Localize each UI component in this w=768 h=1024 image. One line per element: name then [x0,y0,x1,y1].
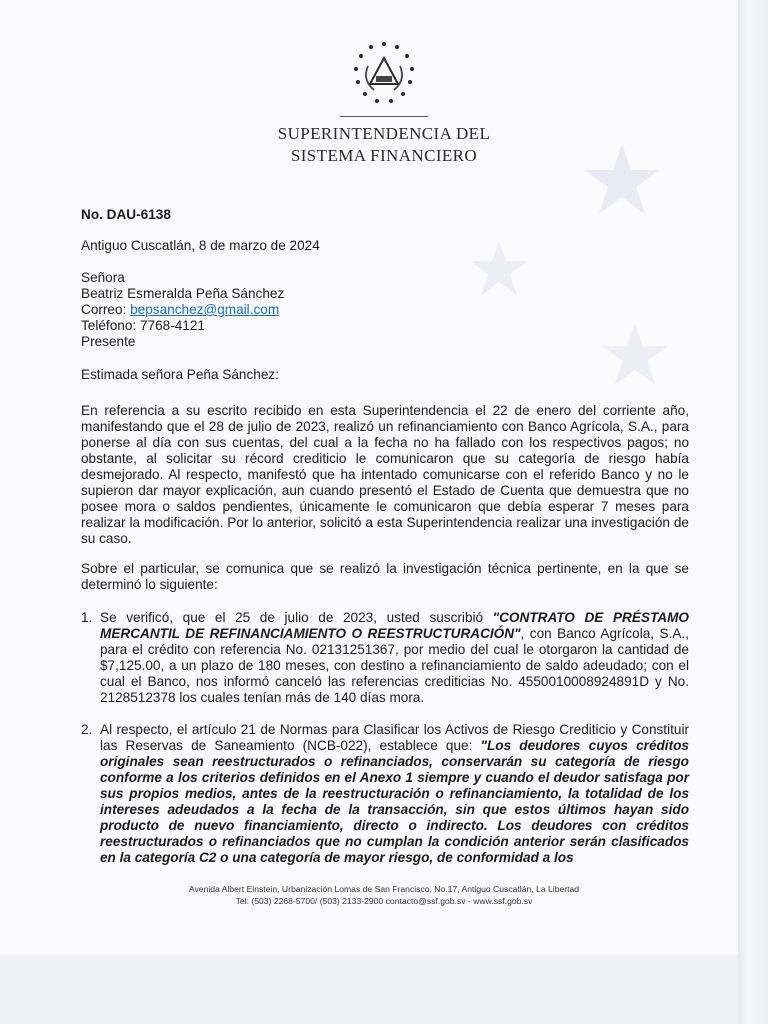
reference-number: No. DAU-6138 [81,207,171,222]
item-text: Se verificó, que el 25 de julio de 2023, usted suscribió [100,610,493,625]
list-number: 2. [81,722,93,737]
list-number: 1. [81,610,93,625]
body-paragraph: En referencia a su escrito recibido en esta Superintendencia el 22 de enero del corriente año, manifestando que el 28 de julio de 2023, realizó un refinanciamiento con Banco Agrícola, S.A., para ponerse al día con sus cuentas, del cual a la fecha no ha fallado con los respectivos pagos; no obstante, al solicitar su récord crediticio le comunicaron que su categoría de riesgo había desmejorado. Al respecto, manifestó que ha intentado comunicarse con el referido Banco y no le supieron dar mayor explicación, aun cuando presentó el Estado de Cuenta que demuestra que no posee mora o saldos pendientes, únicamente le comunicaron que debía esperar 7 meses para realizar la modificación. Por lo anterior, solicitó a esta Superintendencia realizar una investigación de su caso. [81,403,689,546]
greeting: Estimada señora Peña Sánchez: [81,367,279,382]
coat-of-arms-icon [346,36,422,112]
item-text: Al respecto, el artículo 21 de Normas para Clasificar los Activos de Riesgo Crediticio y Constituir las Reservas de Saneamiento (NCB-022), establece que: [100,722,689,753]
organization-name: SISTEMA FINANCIERO [290,146,478,165]
recipient-block [81,270,689,350]
email-label: Correo: [81,302,131,317]
page-edge [738,0,768,1024]
recipient-title: Señora [81,270,125,285]
list-item [81,610,689,706]
header-rule [340,116,428,117]
body-paragraph: Sobre el particular, se comunica que se realizó la investigación técnica pertinente, en la que se determinó lo siguiente: [81,561,689,592]
list-item-text [100,722,689,866]
item-text: , con Banco Agrícola, S.A., para el crédito con referencia No. 02131251367, por medio del cual le otorgaron la cantidad de $7,125.00, a un plazo de 180 meses, con destino a refinanciamiento de saldo adeudado; con el cual el Banco, nos informó canceló las referencias crediticias No. 4550010008924891D y No. 2128512378 los cuales tenían más de 140 días mora. [100,626,689,705]
scan-background [0,955,738,1024]
email-link[interactable]: bepsanchez@gmail.com [130,302,280,317]
recipient-phone: Teléfono: 7768-4121 [81,318,205,333]
regulation-quote: "Los deudores cuyos créditos originales sean reestructurados o refinanciados, conservarán su categoría de riesgo conforme a los criterios definidos en el Anexo 1 siempre y cuando el deudor satisfaga por sus propios medios, antes de la reestructuración o refinanciamiento, la totalidad de los intereses adeudados a la fecha de la transacción, sin que estos últimos hayan sido producto de nuevo financiamiento, directo o indirecto. Los deudores con créditos reestructurados o refinanciados que no cumplan la condición anterior serán clasificados en la categoría C2 o una categoría de mayor riesgo, de conformidad a los [100,738,689,865]
list-item [81,722,689,866]
list-item-text [100,610,689,706]
footer-address: Avenida Albert Einstein, Urbanización Lomas de San Francisco, No.17, Antiguo Cuscatlán, La Libertad [188,884,580,894]
recipient-email-row [81,302,689,318]
letter-date: Antiguo Cuscatlán, 8 de marzo de 2024 [81,238,320,253]
footer-contact: Tel: (503) 2268-5700/ (503) 2133-2900 contacto@ssf.gob.sv - www.ssf.gob.sv [235,896,533,906]
recipient-closing: Presente [81,334,136,349]
recipient-name: Beatriz Esmeralda Peña Sánchez [81,286,285,301]
organization-name: SUPERINTENDENCIA DEL [277,124,491,143]
contract-title: "CONTRATO DE PRÉSTAMO MERCANTIL DE REFINANCIAMIENTO O REESTRUCTURACIÓN" [100,610,689,641]
